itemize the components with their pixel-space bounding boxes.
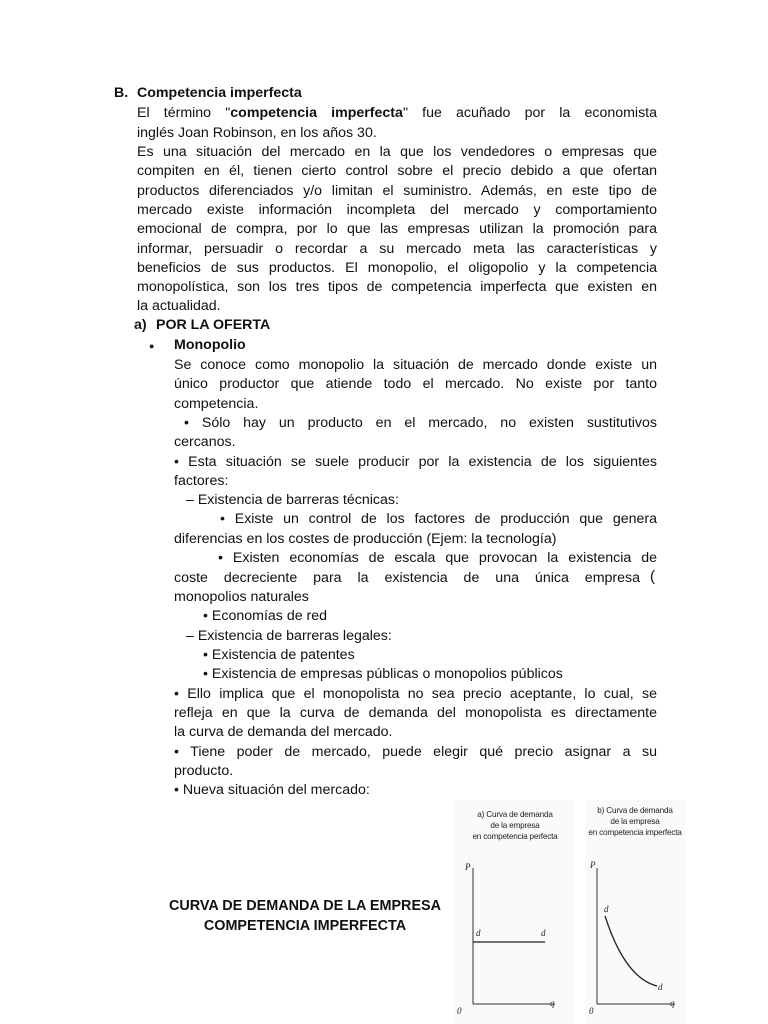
panel-a-caption-3: en competencia perfecta — [472, 832, 558, 841]
monopolio-line: • Existen economías de escala que provocan la existencia de — [218, 550, 657, 566]
curve-title-line1: CURVA DE DEMANDA DE LA EMPRESA — [168, 898, 442, 914]
monopolio-line: diferencias en los costes de producción (Ejem: la tecnología) — [174, 531, 557, 547]
monopolio-line: • Ello implica que el monopolista no sea precio aceptante, lo cual, se — [174, 686, 657, 702]
figure-panel-a — [455, 800, 575, 1024]
paragraph-line: la actualidad. — [137, 298, 221, 314]
figure-panel-b — [585, 800, 685, 1024]
monopolio-line: refleja en que la curva de demanda del monopolista es directamente — [174, 705, 657, 721]
monopolio-title: Monopolio — [174, 337, 246, 353]
monopolio-line: – Existencia de barreras legales: — [186, 628, 392, 644]
text-span: El término " — [137, 105, 231, 121]
monopolio-line: producto. — [174, 763, 234, 779]
panel-b-origin: 0 — [589, 1006, 594, 1016]
monopolio-line: – Existencia de barreras técnicas: — [186, 492, 399, 508]
panel-a-p-label: P — [465, 862, 471, 872]
monopolio-line: • Esta situación se suele producir por la existencia de los siguientes — [174, 454, 657, 470]
monopolio-line: • Nueva situación del mercado: — [174, 782, 370, 798]
bracket-mark: ( — [650, 568, 655, 585]
monopolio-line: competencia. — [174, 396, 259, 412]
paragraph-line: monopolística, son los tres tipos de competencia imperfecta que existen en — [137, 279, 657, 295]
monopolio-line: • Sólo hay un producto en el mercado, no existen sustitutivos — [184, 415, 657, 431]
panel-b-d-top: d — [604, 904, 609, 914]
paragraph-line: productos diferenciados y/o limitan el suministro. Además, en este tipo de — [137, 183, 657, 199]
panel-a-axes — [455, 800, 575, 1024]
monopolio-line: • Existe un control de los factores de producción que genera — [220, 511, 657, 527]
panel-a-q-label: q — [550, 998, 555, 1008]
panel-b-d-bottom: d — [658, 982, 663, 992]
panel-a-caption-2: de la empresa — [490, 821, 540, 830]
monopolio-line: • Existencia de patentes — [203, 647, 355, 663]
panel-b-caption-2: de la empresa — [610, 817, 660, 826]
panel-b-axes — [585, 800, 685, 1024]
panel-b-q-label: q — [670, 998, 675, 1008]
paragraph-line — [137, 104, 657, 123]
section-letter: B. — [114, 85, 129, 101]
monopolio-line: • Economías de red — [203, 608, 328, 624]
monopolio-line: la curva de demanda del mercado. — [174, 724, 393, 740]
curve-title-line2: COMPETENCIA IMPERFECTA — [203, 918, 407, 934]
monopolio-line: factores: — [174, 473, 229, 489]
monopolio-line: Se conoce como monopolio la situación de mercado donde existe un — [174, 357, 657, 373]
monopolio-line: cercanos. — [174, 434, 236, 450]
panel-b-p-label: P — [590, 860, 596, 870]
bullet-icon: ● — [149, 341, 155, 351]
monopolio-line: • Tiene poder de mercado, puede elegir qué precio asignar a su — [174, 744, 657, 760]
paragraph-line: Es una situación del mercado en la que los vendedores o empresas que — [137, 144, 657, 160]
subsection-title: POR LA OFERTA — [156, 317, 271, 333]
panel-a-d-left: d — [476, 928, 481, 938]
panel-a-origin: 0 — [457, 1006, 462, 1016]
paragraph-line: emocional de compra, por lo que las empresas utilizan la promoción para — [137, 221, 657, 237]
panel-b-caption-3: en competencia imperfecta — [588, 828, 682, 837]
panel-a-d-right: d — [541, 928, 546, 938]
panel-b-caption-1: b) Curva de demanda — [597, 806, 673, 815]
paragraph-line: mercado existe información incompleta del mercado y comportamiento — [137, 202, 657, 218]
paragraph-line: beneficios de sus productos. El monopolio, el oligopolio y la competencia — [137, 260, 657, 276]
monopolio-line: • Existencia de empresas públicas o monopolios públicos — [203, 666, 563, 682]
paragraph-line: compiten en él, tienen cierto control sobre el precio debido a que ofertan — [137, 163, 657, 179]
text-span: " fue acuñado por la economista — [402, 105, 658, 121]
monopolio-line: coste decreciente para la existencia de una única empresa — [174, 570, 640, 586]
section-heading: Competencia imperfecta — [137, 85, 302, 101]
bold-term: competencia imperfecta — [230, 105, 403, 121]
subsection-label: a) — [134, 317, 147, 333]
panel-a-caption-1: a) Curva de demanda — [477, 810, 553, 819]
paragraph-line: inglés Joan Robinson, en los años 30. — [137, 125, 377, 141]
monopolio-line: monopolios naturales — [174, 589, 309, 605]
monopolio-line: único productor que atiende todo el mercado. No existe por tanto — [174, 376, 657, 392]
paragraph-line: informar, persuadir o recordar a su mercado meta las características y — [137, 241, 657, 257]
